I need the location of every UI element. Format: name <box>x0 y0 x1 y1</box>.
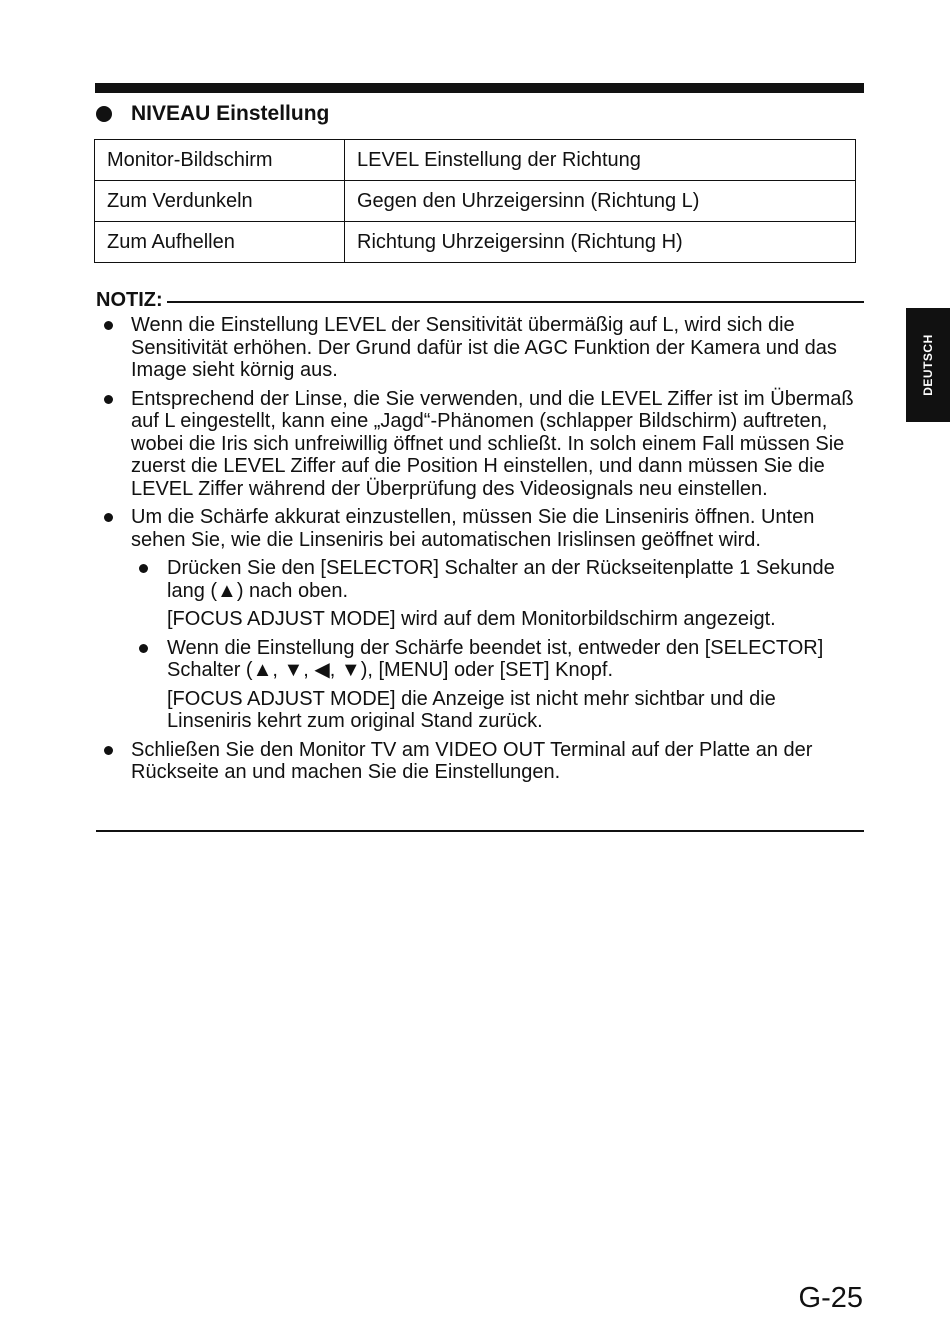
language-tab-label: DEUTSCH <box>921 334 936 396</box>
table-cell: Monitor-Bildschirm <box>95 140 345 181</box>
note-text: Wenn die Einstellung LEVEL der Sensitivität übermäßig auf L, wird sich die Sensitivität erhöhen. Der Grund dafür ist die AGC Funktion der Kamera und das Image sieht körnig aus. <box>131 314 837 381</box>
bullet-icon <box>96 106 112 122</box>
sub-note-text: Wenn die Einstellung der Schärfe beendet ist, entweder den [SELECTOR] Schalter (▲, ▼, ◀, ▼), [MENU] oder [SET] Knopf. <box>167 636 824 681</box>
notes-list <box>96 314 864 790</box>
table-cell: Zum Aufhellen <box>95 222 345 263</box>
sub-note-item <box>131 637 864 733</box>
notes-header <box>96 289 864 312</box>
table-row <box>95 222 856 263</box>
bottom-rule <box>96 830 864 832</box>
sub-note-text: Drücken Sie den [SELECTOR] Schalter an der Rückseitenplatte 1 Sekunde lang (▲) nach oben. <box>167 557 835 602</box>
table-cell: LEVEL Einstellung der Richtung <box>345 140 856 181</box>
sub-note-continuation: [FOCUS ADJUST MODE] wird auf dem Monitorbildschirm angezeigt. <box>167 608 776 630</box>
page-number: G-25 <box>798 1282 863 1314</box>
language-tab <box>906 308 950 422</box>
note-item <box>96 739 864 784</box>
sub-note-continuation: [FOCUS ADJUST MODE] die Anzeige ist nicht mehr sichtbar und die Linseniris kehrt zum original Stand zurück. <box>167 687 776 732</box>
note-item <box>96 314 864 382</box>
sub-note-list <box>131 557 864 733</box>
section-heading-text: NIVEAU Einstellung <box>131 102 330 125</box>
section-heading <box>96 102 329 126</box>
notes-divider <box>167 301 864 303</box>
note-item <box>96 506 864 733</box>
table-row <box>95 181 856 222</box>
notes-title: NOTIZ: <box>96 289 163 311</box>
sub-note-item <box>131 557 864 631</box>
level-settings-table <box>94 139 856 263</box>
table-row <box>95 140 856 181</box>
table-cell: Zum Verdunkeln <box>95 181 345 222</box>
note-item <box>96 388 864 501</box>
table-cell: Richtung Uhrzeigersinn (Richtung H) <box>345 222 856 263</box>
note-text: Um die Schärfe akkurat einzustellen, müssen Sie die Linseniris öffnen. Unten sehen Sie, wie die Linseniris bei automatischen Irislinsen geöffnet wird. <box>131 506 815 551</box>
note-text: Entsprechend der Linse, die Sie verwenden, und die LEVEL Ziffer ist im Übermaß auf L eingestellt, kann eine „Jagd“-Phänomen (schlapper Bildschirm) auftreten, wobei die Iris sich unfreiwillig öffnet und schließt. In solch einem Fall müssen Sie zuerst die LEVEL Ziffer auf die Position H einstellen, und dann müssen Sie die LEVEL Ziffer während der Überprüfung des Videosignals neu einstellen. <box>131 387 854 500</box>
table-cell: Gegen den Uhrzeigersinn (Richtung L) <box>345 181 856 222</box>
note-text: Schließen Sie den Monitor TV am VIDEO OUT Terminal auf der Platte an der Rückseite an und machen Sie die Einstellungen. <box>131 738 813 783</box>
top-rule <box>95 83 864 93</box>
